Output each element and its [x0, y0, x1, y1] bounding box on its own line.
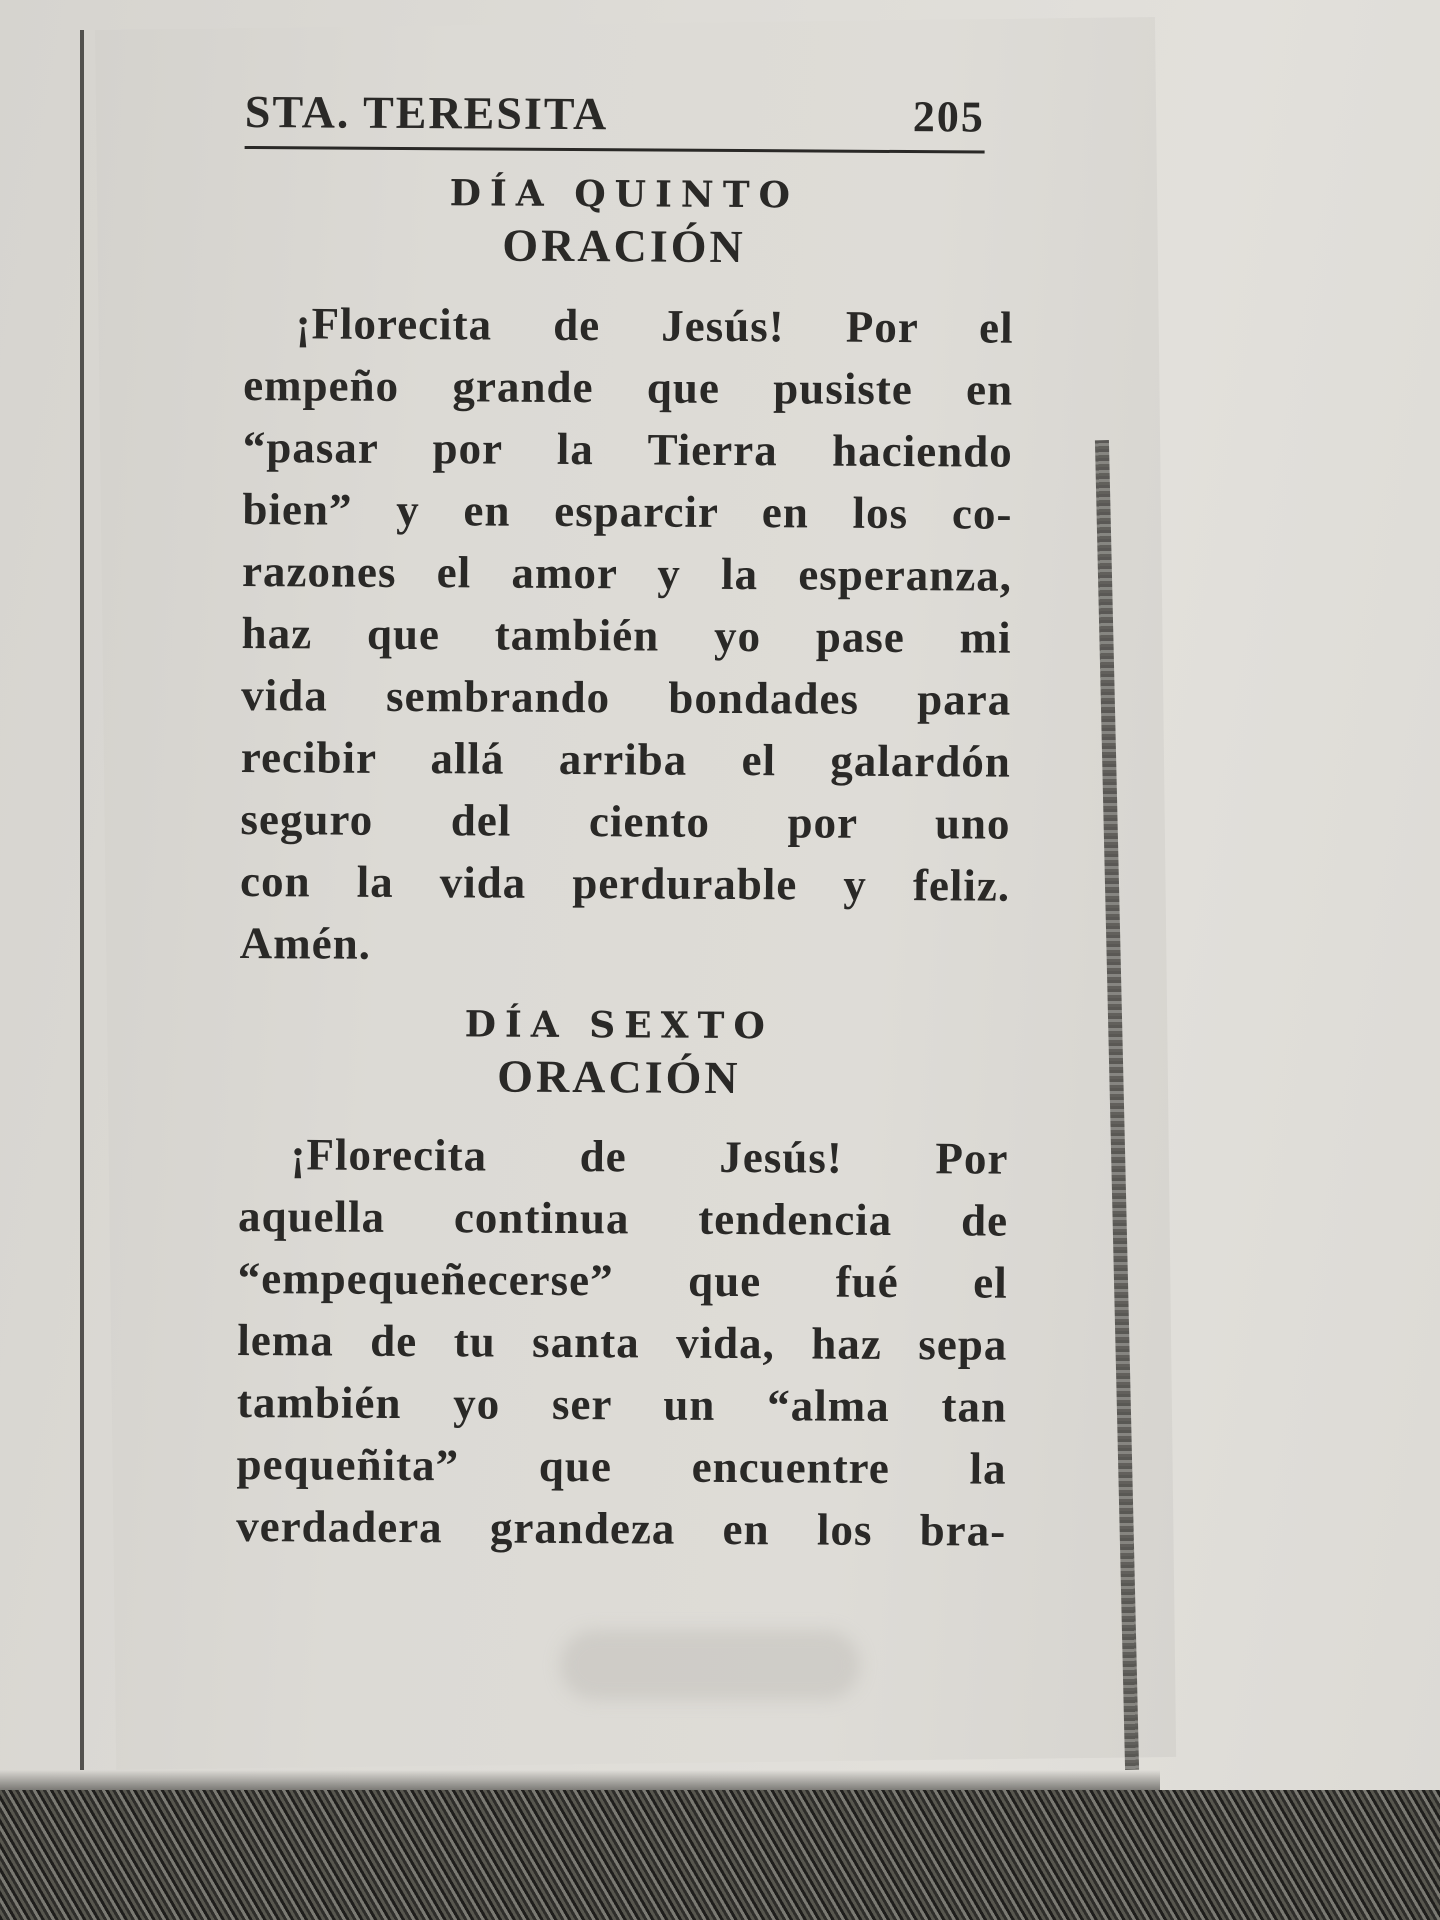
page-left-edge	[80, 30, 84, 1770]
prayer-paragraph	[236, 1123, 1009, 1562]
running-title: STA. TERESITA	[244, 85, 609, 140]
section-day-5	[240, 171, 1035, 979]
running-head	[245, 85, 985, 154]
text-line: “pasar por la Tierra haciendo	[242, 421, 1013, 477]
text-line: también yo ser un “alma tan	[236, 1376, 1008, 1432]
text-line: razones el amor y la esperanza,	[241, 545, 1013, 601]
page-smudge	[560, 1630, 860, 1700]
book-text-block	[236, 85, 1035, 1562]
page-number: 205	[912, 92, 985, 142]
text-line: vida sembrando bondades para	[241, 669, 1012, 725]
text-line: empeño grande que pusiste en	[243, 359, 1014, 415]
text-line: bien” y en esparcir en los co-	[242, 483, 1013, 539]
text-line: verdadera grandeza en los bra-	[236, 1500, 1007, 1556]
prayer-heading: ORACIÓN	[497, 1050, 741, 1104]
text-line: lema de tu santa vida, haz sepa	[237, 1314, 1008, 1370]
text-line: haz que también yo pase mi	[241, 607, 1012, 663]
text-line: pequeñita” que encuentre la	[236, 1438, 1007, 1494]
day-heading: DÍA SEXTO	[464, 1003, 774, 1048]
text-line: ¡Florecita de Jesús! Por	[290, 1129, 1009, 1184]
text-line: Amén.	[239, 917, 372, 969]
book-cover-edge	[0, 1790, 1440, 1920]
text-line: con la vida perdurable y feliz.	[239, 855, 1011, 911]
section-day-6	[236, 1002, 1029, 1562]
text-line: “empequeñecerse” que fué el	[237, 1252, 1008, 1308]
day-heading: DÍA QUINTO	[449, 172, 800, 217]
text-line: aquella continua tendencia de	[237, 1190, 1009, 1246]
text-line: seguro del ciento por uno	[240, 793, 1011, 849]
text-line: ¡Florecita de Jesús! Por el	[295, 298, 1014, 353]
prayer-heading: ORACIÓN	[502, 219, 746, 273]
text-line: recibir allá arriba el galardón	[240, 731, 1012, 787]
prayer-paragraph	[240, 292, 1014, 979]
